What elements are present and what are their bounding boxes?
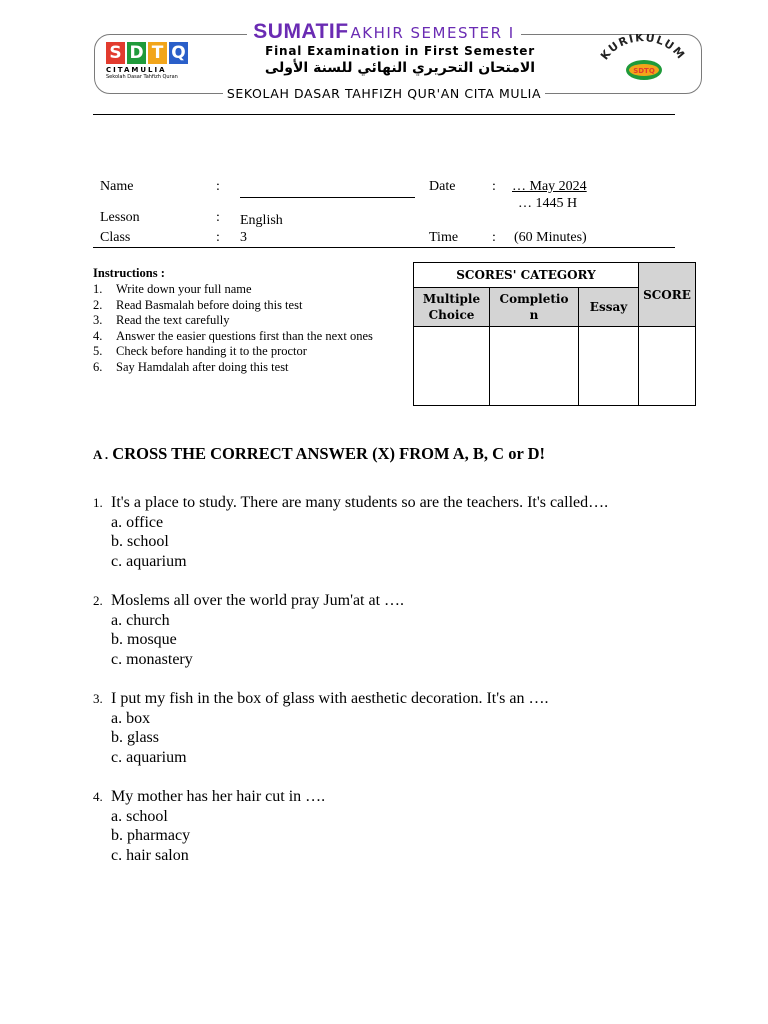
option-a[interactable]: a. church <box>111 611 170 629</box>
option-a[interactable]: a. office <box>111 513 164 531</box>
option-a[interactable]: a. box <box>111 709 151 727</box>
logo-letter-d: D <box>127 42 146 64</box>
logo-subtitle: CITAMULIA <box>106 66 167 74</box>
class-colon: : <box>216 230 220 245</box>
option-b[interactable]: b. mosque <box>111 631 177 649</box>
question-1: 1. It's a place to study. There are many students so are the teachers. It's called…. a. office b. school c. aquarium <box>93 494 609 570</box>
instruction-item: 6. Say Hamdalah after doing this test <box>93 359 289 374</box>
english-title: Final Examination in First Semester <box>265 44 535 58</box>
instruction-item: 5. Check before handing it to the proctor <box>93 344 307 358</box>
date-colon: : <box>492 179 496 194</box>
question-2: 2. Moslems all over the world pray Jum'at at …. a. church b. mosque c. monastery <box>93 592 405 668</box>
question-4: 4. My mother has her hair cut in …. a. school b. pharmacy c. hair salon <box>93 788 326 864</box>
option-c[interactable]: c. aquarium <box>111 748 187 766</box>
instruction-item: 2. Read Basmalah before doing this test <box>93 297 303 312</box>
badge-arc-text: KURIKULUM <box>598 34 688 63</box>
logo-letter-s: S <box>106 42 125 64</box>
time-label: Time <box>429 230 459 245</box>
svg-text:KURIKULUM <box>598 34 688 62</box>
lesson-colon: : <box>216 210 220 225</box>
option-c[interactable]: c. hair salon <box>111 846 189 864</box>
option-b[interactable]: b. glass <box>111 729 159 747</box>
name-colon: : <box>216 179 220 194</box>
col-completion: Completio n <box>490 288 579 327</box>
score-header: SCORE <box>639 263 696 327</box>
kurikulum-badge <box>594 34 690 94</box>
score-cell-completion[interactable] <box>490 327 579 406</box>
question-3: 3. I put my fish in the box of glass with aesthetic decoration. It's an …. a. box b. glass c. aquarium <box>93 690 549 766</box>
question-text: I put my fish in the box of glass with aesthetic decoration. It's an …. <box>111 690 549 707</box>
instruction-item: 3. Read the text carefully <box>93 313 230 327</box>
hijri-value: … 1445 H <box>518 196 578 211</box>
instructions-list <box>93 282 403 375</box>
score-cell-essay[interactable] <box>579 327 639 406</box>
instruction-item: 4. Answer the easier questions first than the next ones <box>93 328 373 343</box>
lesson-label: Lesson <box>100 210 140 225</box>
title-main: SUMATIF <box>253 20 349 43</box>
section-a-text: CROSS THE CORRECT ANSWER (X) FROM A, B, C or D! <box>112 444 546 463</box>
col-essay: Essay <box>579 288 639 327</box>
instructions-title: Instructions : <box>93 266 165 280</box>
badge-center-text: SDTQ <box>633 67 655 75</box>
date-label: Date <box>429 179 456 194</box>
header-divider <box>93 114 675 115</box>
question-text: My mother has her hair cut in …. <box>111 788 326 805</box>
option-c[interactable]: c. aquarium <box>111 552 187 570</box>
score-cell-total[interactable] <box>639 327 696 406</box>
time-value: (60 Minutes) <box>514 230 587 245</box>
scores-table <box>413 262 696 406</box>
class-label: Class <box>100 230 131 245</box>
section-a-title <box>93 444 545 464</box>
name-label: Name <box>100 179 134 194</box>
name-field[interactable] <box>240 197 415 198</box>
score-cell-multiple-choice[interactable] <box>414 327 490 406</box>
scores-category-header: SCORES' CATEGORY <box>414 263 639 288</box>
info-divider <box>93 247 675 248</box>
option-b[interactable]: b. school <box>111 533 169 551</box>
col-multiple-choice: Multiple Choice <box>414 288 490 327</box>
time-colon: : <box>492 230 496 245</box>
instruction-item: 1. Write down your full name <box>93 282 252 296</box>
logo-tagline: Sekolah Dasar Tahfizh Quran <box>106 74 178 80</box>
logo-letter-q: Q <box>169 42 188 64</box>
arabic-title: الامتحان التحريري النهائي للسنة الأولى <box>264 60 536 76</box>
date-value: … May 2024 <box>512 179 587 194</box>
option-b[interactable]: b. pharmacy <box>111 827 191 845</box>
section-a-letter: A . <box>93 447 109 462</box>
question-text: Moslems all over the world pray Jum'at at …. <box>111 592 405 609</box>
title-sub: AKHIR SEMESTER I <box>350 24 515 42</box>
class-value: 3 <box>240 230 247 245</box>
option-c[interactable]: c. monastery <box>111 650 193 668</box>
option-a[interactable]: a. school <box>111 807 168 825</box>
logo-letter-t: T <box>148 42 167 64</box>
lesson-value: English <box>240 213 283 228</box>
question-text: It's a place to study. There are many students so are the teachers. It's called…. <box>111 494 609 511</box>
school-name-text: SEKOLAH DASAR TAHFIZH QUR'AN CITA MULIA <box>223 86 545 101</box>
